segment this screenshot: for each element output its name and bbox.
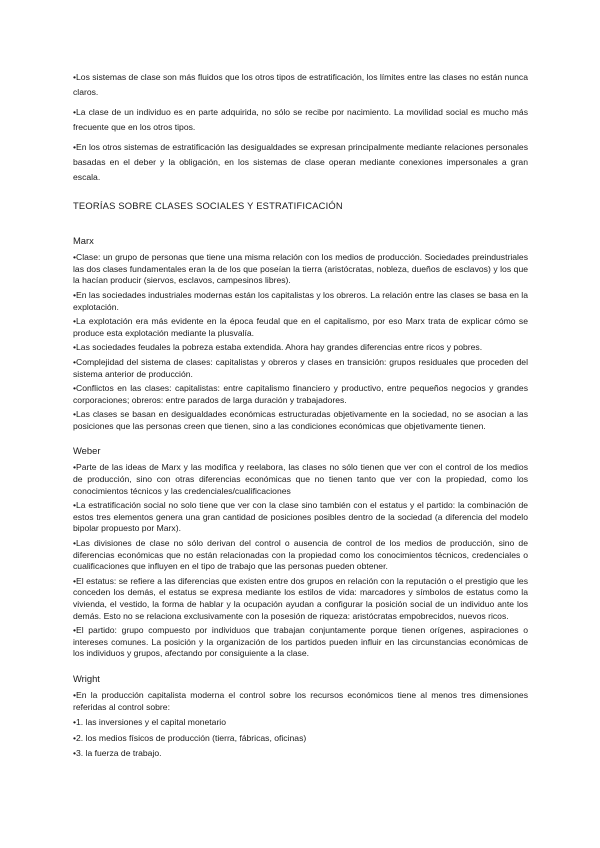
marx-item: •Conflictos en las clases: capitalistas: entre capitalismo financiero y productivo, entre pequeños negocios y grandes corporaciones; obreros: entre parados de larga duración y trabajadores. xyxy=(73,383,528,405)
intro-section xyxy=(73,70,528,184)
wright-item: •En la producción capitalista moderna el control sobre los recursos económicos tiene al menos tres dimensiones referidas al control sobre: xyxy=(73,689,528,712)
marx-section xyxy=(73,235,528,432)
wright-heading: Wright xyxy=(73,672,100,684)
wright-item: •2. los medios físicos de producción (tierra, fábricas, oficinas) xyxy=(73,732,307,743)
marx-item: •La explotación era más evidente en la época feudal que en el capitalismo, por eso Marx trata de explicar cómo se produce esta explotación mediante la plusvalía. xyxy=(73,316,528,338)
wright-item: •3. la fuerza de trabajo. xyxy=(73,748,162,759)
marx-item: •En las sociedades industriales modernas están los capitalistas y los obreros. La relación entre las clases se basa en la explotación. xyxy=(73,289,528,312)
marx-item: •Las sociedades feudales la pobreza estaba extendida. Ahora hay grandes diferencias entre ricos y pobres. xyxy=(73,342,483,353)
weber-item: •La estratificación social no solo tiene que ver con la clase sino también con el estatus y el partido: la combinación de estos tres elementos genera una gran cantidad de posiciones posibles dentro de la sociedad (a diferencia del modelo bipolar propuesto por Marx). xyxy=(73,500,528,534)
intro-paragraph: •Los sistemas de clase son más fluidos que los otros tipos de estratificación, los límites entre las clases no están nunca claros. xyxy=(73,72,528,97)
weber-item: •Las divisiones de clase no sólo derivan del control o ausencia de control de los medios de producción, sino de diferencias económicas que no están relacionadas con la propiedad como los conocimientos técnicos, credenciales o cualificaciones que influyen en el tipo de trabajo que las personas pueden obtener. xyxy=(73,538,528,572)
weber-item: •Parte de las ideas de Marx y las modifica y reelabora, las clases no sólo tienen que ver con el control de los medios de producción, sino con otras diferencias económicas que no tienen tanto que ver con la propiedad, como los conocimientos técnicos y las credenciales/cualificaciones xyxy=(73,462,528,496)
marx-item: •Clase: un grupo de personas que tiene una misma relación con los medios de producción. Sociedades preindustriales las dos clases fundamentales eran la de los que poseían la tierra (aristócratas, nobleza, dueños de esclavos) y los que la hacían producir (siervos, esclavos, campesinos libres). xyxy=(73,252,528,286)
marx-item: •Complejidad del sistema de clases: capitalistas y obreros y clases en transición: grupos residuales que proceden del sistema anterior de producción. xyxy=(73,356,528,379)
document-body xyxy=(73,70,528,773)
wright-section xyxy=(73,673,528,760)
weber-item: •El partido: grupo compuesto por individuos que trabajan conjuntamente porque tienen orígenes, aspiraciones o intereses comunes. La posición y la organización de los partidos pueden influir en las circunstancias económicas de los individuos y grupos, afectando por consiguiente a la clase. xyxy=(73,625,528,659)
intro-paragraph: •La clase de un individuo es en parte adquirida, no sólo se recibe por nacimiento. La movilidad social es mucho más frecuente que en los otros tipos. xyxy=(73,107,528,132)
section-title: TEORÍAS SOBRE CLASES SOCIALES Y ESTRATIFICACIÓN xyxy=(73,200,343,212)
weber-heading: Weber xyxy=(73,445,101,457)
marx-heading: Marx xyxy=(73,235,94,247)
marx-item: •Las clases se basan en desigualdades económicas estructuradas objetivamente en la sociedad, no se asocian a las posiciones que las personas creen que tienen, sino a las condiciones económicas que objetivamente tienen. xyxy=(73,409,528,431)
weber-section xyxy=(73,445,528,660)
wright-item: •1. las inversiones y el capital monetario xyxy=(73,717,226,728)
intro-paragraph: •En los otros sistemas de estratificación las desigualdades se expresan principalmente mediante relaciones personales basadas en el deber y la obligación, en los sistemas de clase operan mediante conexiones impersonales a gran escala. xyxy=(73,142,528,182)
weber-item: •El estatus: se refiere a las diferencias que existen entre dos grupos en relación con la reputación o el prestigio que les conceden los demás, el estatus se expresa mediante los estilos de vida: marcadores y símbolos de estatus como la vivienda, el vestido, la forma de hablar y la ocupación ayudan a configurar la posición social de un individuo ante los demás. Esto no se relaciona exclusivamente con la posesión de riqueza: aristócratas empobrecidos, nuevos ricos. xyxy=(73,575,528,621)
